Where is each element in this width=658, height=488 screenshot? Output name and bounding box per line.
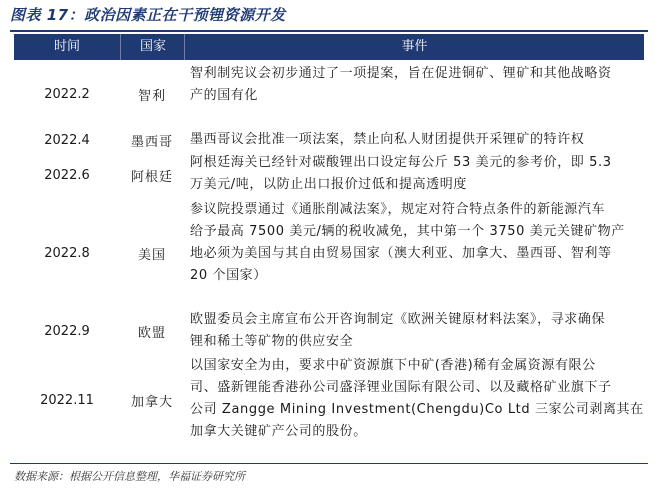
source-note: 数据来源：根据公开信息整理，华福证券研究所: [14, 470, 245, 483]
event-line: 以国家安全为由，要求中矿资源旗下中矿(香港)稀有金属资源有限公: [190, 358, 596, 373]
event-line: 地必须为美国与其自由贸易国家（澳大利亚、加拿大、墨西哥、智利等: [190, 246, 612, 261]
event-line: 司、盛新锂能香港孙公司盛泽锂业国际有限公司、以及藏格矿业旗下子: [190, 380, 612, 395]
row-country: 美国: [137, 247, 166, 263]
event-line: 智利制宪议会初步通过了一项提案，旨在促进铜矿、锂矿和其他战略资: [190, 66, 612, 81]
row-event: [190, 128, 644, 151]
title-divider: [10, 30, 648, 32]
header-time: 时间: [53, 39, 80, 54]
figure-title: 图表 17：政治因素正在干预锂资源开发: [10, 6, 286, 24]
table-row: [14, 152, 644, 198]
row-event: [190, 152, 644, 196]
event-line: 欧盟委员会主席宣布公开咨询制定《欧洲关键原材料法案》，寻求确保: [190, 312, 606, 327]
bottom-divider: [10, 463, 648, 464]
event-line: 加拿大关键矿产公司的股份。: [190, 424, 367, 439]
events-table: [14, 34, 644, 446]
event-line: 万美元/吨，以防止出口报价过低和提高透明度: [190, 177, 467, 192]
header-event: 事件: [184, 34, 644, 60]
table-header: [14, 34, 644, 60]
event-line: 参议院投票通过《通胀削减法案》，规定对符合特点条件的新能源汽车: [190, 202, 606, 217]
row-event: [190, 308, 644, 353]
row-country: 墨西哥: [130, 134, 173, 150]
row-country: 加拿大: [130, 394, 173, 410]
row-time: 2022.2: [44, 86, 90, 102]
event-line: 阿根廷海关已经针对碳酸锂出口设定每公斤 53 美元的参考价，即 5.3: [190, 155, 612, 170]
header-country: 国家: [120, 34, 185, 60]
table-row: [14, 308, 644, 354]
table-row: [14, 354, 644, 446]
row-time: 2022.4: [44, 132, 90, 148]
row-country: 欧盟: [137, 325, 166, 341]
table-row: [14, 198, 644, 308]
row-event: [190, 198, 644, 287]
event-line: 公司 Zangge Mining Investment(Chengdu)Co Ltd 三家公司剥离其在: [190, 402, 644, 417]
table-row: [14, 60, 644, 128]
event-line: 给予最高 7500 美元/辆的税收减免，其中第一个 3750 美元关键矿物产: [190, 224, 625, 239]
row-event: [190, 354, 644, 443]
row-country: 阿根廷: [130, 169, 173, 185]
event-line: 墨西哥议会批准一项法案，禁止向私人财团提供开采锂矿的特许权: [190, 132, 585, 147]
event-line: 锂和稀土等矿物的供应安全: [190, 334, 354, 349]
event-line: 产的国有化: [190, 88, 259, 103]
row-time: 2022.6: [44, 167, 90, 183]
row-time: 2022.9: [44, 323, 90, 339]
row-country: 智利: [137, 88, 166, 104]
table-row: [14, 128, 644, 152]
event-line: 20 个国家）: [190, 268, 267, 283]
row-event: [190, 60, 644, 107]
row-time: 2022.8: [44, 245, 90, 261]
row-time: 2022.11: [40, 392, 94, 408]
table-body: [14, 60, 644, 446]
